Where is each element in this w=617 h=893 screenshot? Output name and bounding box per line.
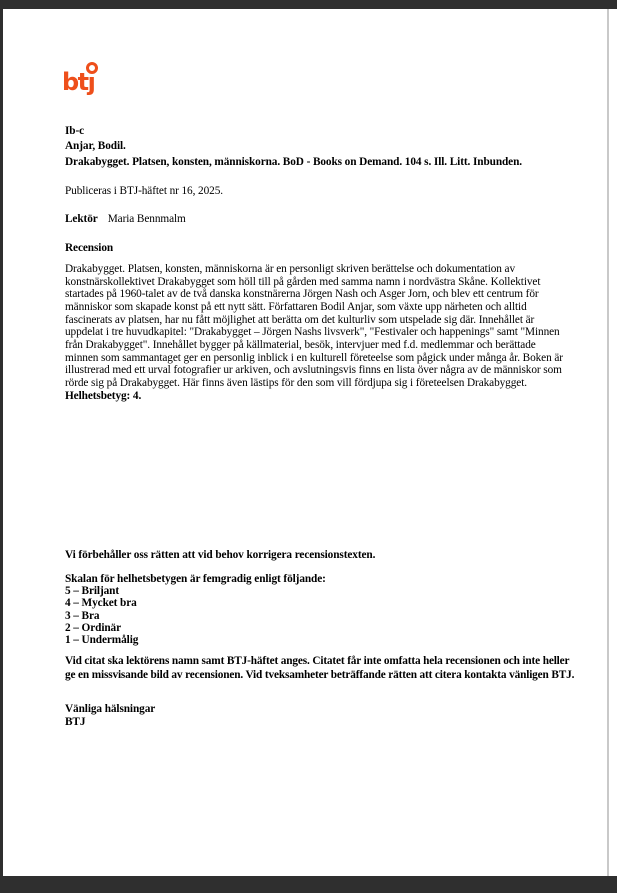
page-right-edge — [607, 9, 609, 876]
reviewer-row — [65, 213, 186, 226]
scale-item: 4 – Mycket bra — [65, 597, 137, 610]
frame-top-band — [0, 0, 617, 9]
rating-line: Helhetsbetyg: 4. — [65, 389, 142, 402]
correction-disclaimer: Vi förbehåller oss rätten att vid behov korrigera recensionstexten. — [65, 549, 376, 561]
classification-code: Ib-c — [65, 125, 85, 137]
author-line: Anjar, Bodil. — [65, 140, 126, 153]
review-block — [65, 263, 565, 402]
citation-note: Vid citat ska lektörens namn samt BTJ-häftet anges. Citatet får inte omfatta hela recensionen och inte heller ge en missvisande bild av recensionen. Vid tveksamheter beträffande rätten att citera kontakta vänligen BTJ. — [65, 655, 575, 681]
title-line: Drakabygget. Platsen, konsten, människorna. BoD - Books on Demand. 104 s. Ill. Litt. Inbunden. — [65, 155, 522, 168]
review-body: Drakabygget. Platsen, konsten, människorna är en personligt skriven berättelse och dokumentation av konstnärskollektivet Drakabygget som höll till på gården med samma namn i nordvästra Skåne. Kollektivet startades på 1960-talet av de två danska konstnärerna Jörgen Nash och Asger Jorn, och blev ett centrum för människor som skapade konst på ett nytt sätt. Författaren Bodil Anjar, som växte upp närheten och alltid fascinerats av platsen, har nu fått möjlighet att berätta om det kulturliv som utspelade sig där. Innehållet är uppdelat i tre huvudkapitel: "Drakabygget – Jörgen Nashs livsverk", "Festivaler och happenings" samt "Minnen från Drakabygget". Innehållet bygger på källmaterial, besök, intervjuer med f.d. medlemmar och berättade minnen som sammantaget ger en personlig inblick i en kulturell företeelse som pågick under många år. Boken är illustrerad med ett urval fotografier ur arkiven, och avslutningsvis finns en lista över några av de människor som rörde sig på Drakabygget. Här finns även lästips för den som vill fördjupa sig i företeelsen Drakabygget. — [65, 263, 563, 389]
reviewer-name: Maria Bennmalm — [107, 213, 186, 225]
btj-logo — [62, 70, 94, 94]
scale-item: 2 – Ordinär — [65, 621, 122, 634]
frame-left-band — [0, 0, 3, 893]
closing-line: Vänliga hälsningar — [65, 703, 156, 715]
btj-logo-ring-icon — [86, 62, 98, 74]
publication-note: Publiceras i BTJ-häftet nr 16, 2025. — [65, 185, 223, 197]
review-section-heading: Recension — [65, 242, 114, 254]
closing-block — [65, 703, 155, 729]
scale-item: 5 – Briljant — [65, 585, 120, 598]
scale-heading: Skalan för helhetsbetygen är femgradig enligt följande: — [65, 573, 326, 585]
reviewer-label: Lektör — [65, 213, 98, 225]
bibliographic-header — [65, 124, 605, 170]
scale-item: 3 – Bra — [65, 609, 100, 622]
scale-item: 1 – Undermålig — [65, 634, 139, 647]
frame-bottom-band — [0, 876, 617, 893]
btj-logo-text: btȷ — [62, 68, 95, 96]
rating-scale-block — [65, 573, 585, 646]
signature-line: BTJ — [65, 716, 86, 729]
